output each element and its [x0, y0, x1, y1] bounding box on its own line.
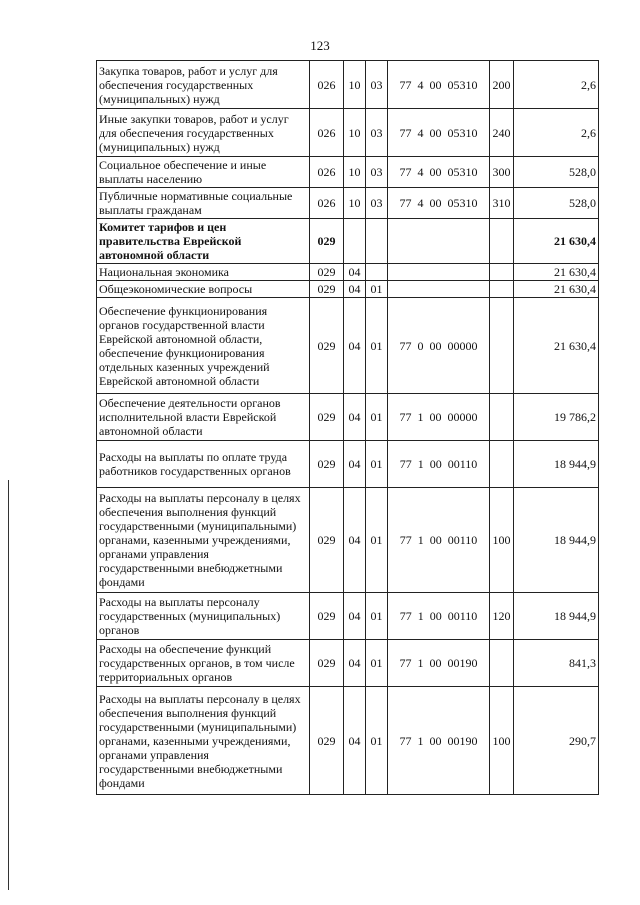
cell-name: Расходы на выплаты по оплате труда работников государственных органов: [97, 441, 310, 488]
cell-gr: 029: [310, 441, 344, 488]
page-number: 123: [310, 38, 330, 53]
cell-pr: 03: [366, 109, 388, 157]
cell-name: Закупка товаров, работ и услуг для обеспечения государственных (муниципальных) нужд: [97, 61, 310, 109]
cell-pr: 03: [366, 188, 388, 219]
cell-gr: 029: [310, 264, 344, 281]
cell-vr: 300: [490, 157, 514, 188]
cell-rz: 10: [344, 157, 366, 188]
table-body: [97, 61, 599, 795]
cell-vr: [490, 264, 514, 281]
cell-vr: 120: [490, 593, 514, 640]
cell-gr: 029: [310, 219, 344, 264]
table-row: [97, 441, 599, 488]
cell-vr: 310: [490, 188, 514, 219]
cell-sum: 21 630,4: [514, 264, 599, 281]
cell-csr: [388, 281, 490, 298]
cell-csr: [388, 219, 490, 264]
cell-name: Общеэкономические вопросы: [97, 281, 310, 298]
table-row: [97, 219, 599, 264]
cell-rz: 04: [344, 298, 366, 394]
table-row: [97, 394, 599, 441]
cell-pr: 01: [366, 687, 388, 795]
cell-sum: 2,6: [514, 109, 599, 157]
cell-vr: [490, 394, 514, 441]
table-row: [97, 109, 599, 157]
cell-rz: 04: [344, 488, 366, 593]
cell-rz: 04: [344, 264, 366, 281]
cell-gr: 026: [310, 188, 344, 219]
cell-csr: 77 4 00 05310: [388, 61, 490, 109]
cell-csr: 77 1 00 00110: [388, 441, 490, 488]
cell-vr: [490, 219, 514, 264]
cell-gr: 029: [310, 687, 344, 795]
cell-sum: 2,6: [514, 61, 599, 109]
margin-line: [8, 480, 9, 890]
cell-gr: 029: [310, 593, 344, 640]
cell-pr: 03: [366, 157, 388, 188]
table-row: [97, 264, 599, 281]
table-row: [97, 488, 599, 593]
cell-name: Иные закупки товаров, работ и услуг для обеспечения государственных (муниципальных) нужд: [97, 109, 310, 157]
cell-csr: 77 1 00 00190: [388, 640, 490, 687]
cell-csr: 77 1 00 00110: [388, 488, 490, 593]
cell-sum: 528,0: [514, 188, 599, 219]
cell-pr: 03: [366, 61, 388, 109]
table-row: [97, 157, 599, 188]
cell-sum: 21 630,4: [514, 298, 599, 394]
cell-csr: 77 4 00 05310: [388, 188, 490, 219]
cell-gr: 026: [310, 157, 344, 188]
budget-table: [96, 60, 599, 795]
cell-vr: [490, 298, 514, 394]
cell-csr: 77 4 00 05310: [388, 157, 490, 188]
cell-vr: 240: [490, 109, 514, 157]
cell-sum: 841,3: [514, 640, 599, 687]
cell-gr: 026: [310, 109, 344, 157]
table-row: [97, 687, 599, 795]
table-row: [97, 593, 599, 640]
cell-name: Расходы на выплаты персоналу в целях обеспечения выполнения функций государственными (муниципальными) органами, казенными учреждениями, органами управления государственными внебюджетными фондами: [97, 687, 310, 795]
cell-name: Расходы на обеспечение функций государственных органов, в том числе территориальных органов: [97, 640, 310, 687]
table-row: [97, 61, 599, 109]
cell-csr: 77 1 00 00000: [388, 394, 490, 441]
cell-gr: 026: [310, 61, 344, 109]
cell-name: Национальная экономика: [97, 264, 310, 281]
cell-gr: 029: [310, 488, 344, 593]
cell-csr: 77 4 00 05310: [388, 109, 490, 157]
cell-csr: [388, 264, 490, 281]
cell-csr: 77 0 00 00000: [388, 298, 490, 394]
cell-pr: 01: [366, 488, 388, 593]
table-row: [97, 188, 599, 219]
cell-vr: 200: [490, 61, 514, 109]
cell-pr: 01: [366, 394, 388, 441]
cell-csr: 77 1 00 00110: [388, 593, 490, 640]
cell-name: Социальное обеспечение и иные выплаты населению: [97, 157, 310, 188]
cell-name: Расходы на выплаты персоналу государственных (муниципальных) органов: [97, 593, 310, 640]
cell-pr: 01: [366, 593, 388, 640]
cell-sum: 21 630,4: [514, 281, 599, 298]
cell-vr: 100: [490, 488, 514, 593]
table-row: [97, 281, 599, 298]
cell-pr: 01: [366, 298, 388, 394]
cell-rz: 10: [344, 61, 366, 109]
cell-rz: 10: [344, 109, 366, 157]
cell-rz: 04: [344, 394, 366, 441]
table-row: [97, 640, 599, 687]
cell-name: Комитет тарифов и цен правительства Еврейской автономной области: [97, 219, 310, 264]
cell-rz: 04: [344, 441, 366, 488]
cell-gr: 029: [310, 640, 344, 687]
cell-name: Обеспечение деятельности органов исполнительной власти Еврейской автономной области: [97, 394, 310, 441]
cell-pr: 01: [366, 640, 388, 687]
cell-sum: 18 944,9: [514, 441, 599, 488]
cell-sum: 18 944,9: [514, 593, 599, 640]
cell-gr: 029: [310, 394, 344, 441]
cell-vr: [490, 640, 514, 687]
cell-csr: 77 1 00 00190: [388, 687, 490, 795]
cell-rz: [344, 219, 366, 264]
table-row: [97, 298, 599, 394]
cell-vr: 100: [490, 687, 514, 795]
cell-pr: 01: [366, 281, 388, 298]
cell-rz: 10: [344, 188, 366, 219]
cell-sum: 18 944,9: [514, 488, 599, 593]
cell-name: Публичные нормативные социальные выплаты гражданам: [97, 188, 310, 219]
cell-name: Расходы на выплаты персоналу в целях обеспечения выполнения функций государственными (муниципальными) органами, казенными учреждениями, органами управления государственными внебюджетными фондами: [97, 488, 310, 593]
cell-sum: 21 630,4: [514, 219, 599, 264]
cell-gr: 029: [310, 298, 344, 394]
cell-pr: [366, 219, 388, 264]
cell-sum: 19 786,2: [514, 394, 599, 441]
cell-sum: 528,0: [514, 157, 599, 188]
cell-rz: 04: [344, 281, 366, 298]
cell-rz: 04: [344, 640, 366, 687]
cell-vr: [490, 281, 514, 298]
cell-vr: [490, 441, 514, 488]
cell-sum: 290,7: [514, 687, 599, 795]
cell-rz: 04: [344, 687, 366, 795]
cell-name: Обеспечение функционирования органов государственной власти Еврейской автономной области, обеспечение функционирования отдельных казенных учреждений Еврейской автономной области: [97, 298, 310, 394]
cell-rz: 04: [344, 593, 366, 640]
cell-pr: 01: [366, 441, 388, 488]
cell-pr: [366, 264, 388, 281]
cell-gr: 029: [310, 281, 344, 298]
